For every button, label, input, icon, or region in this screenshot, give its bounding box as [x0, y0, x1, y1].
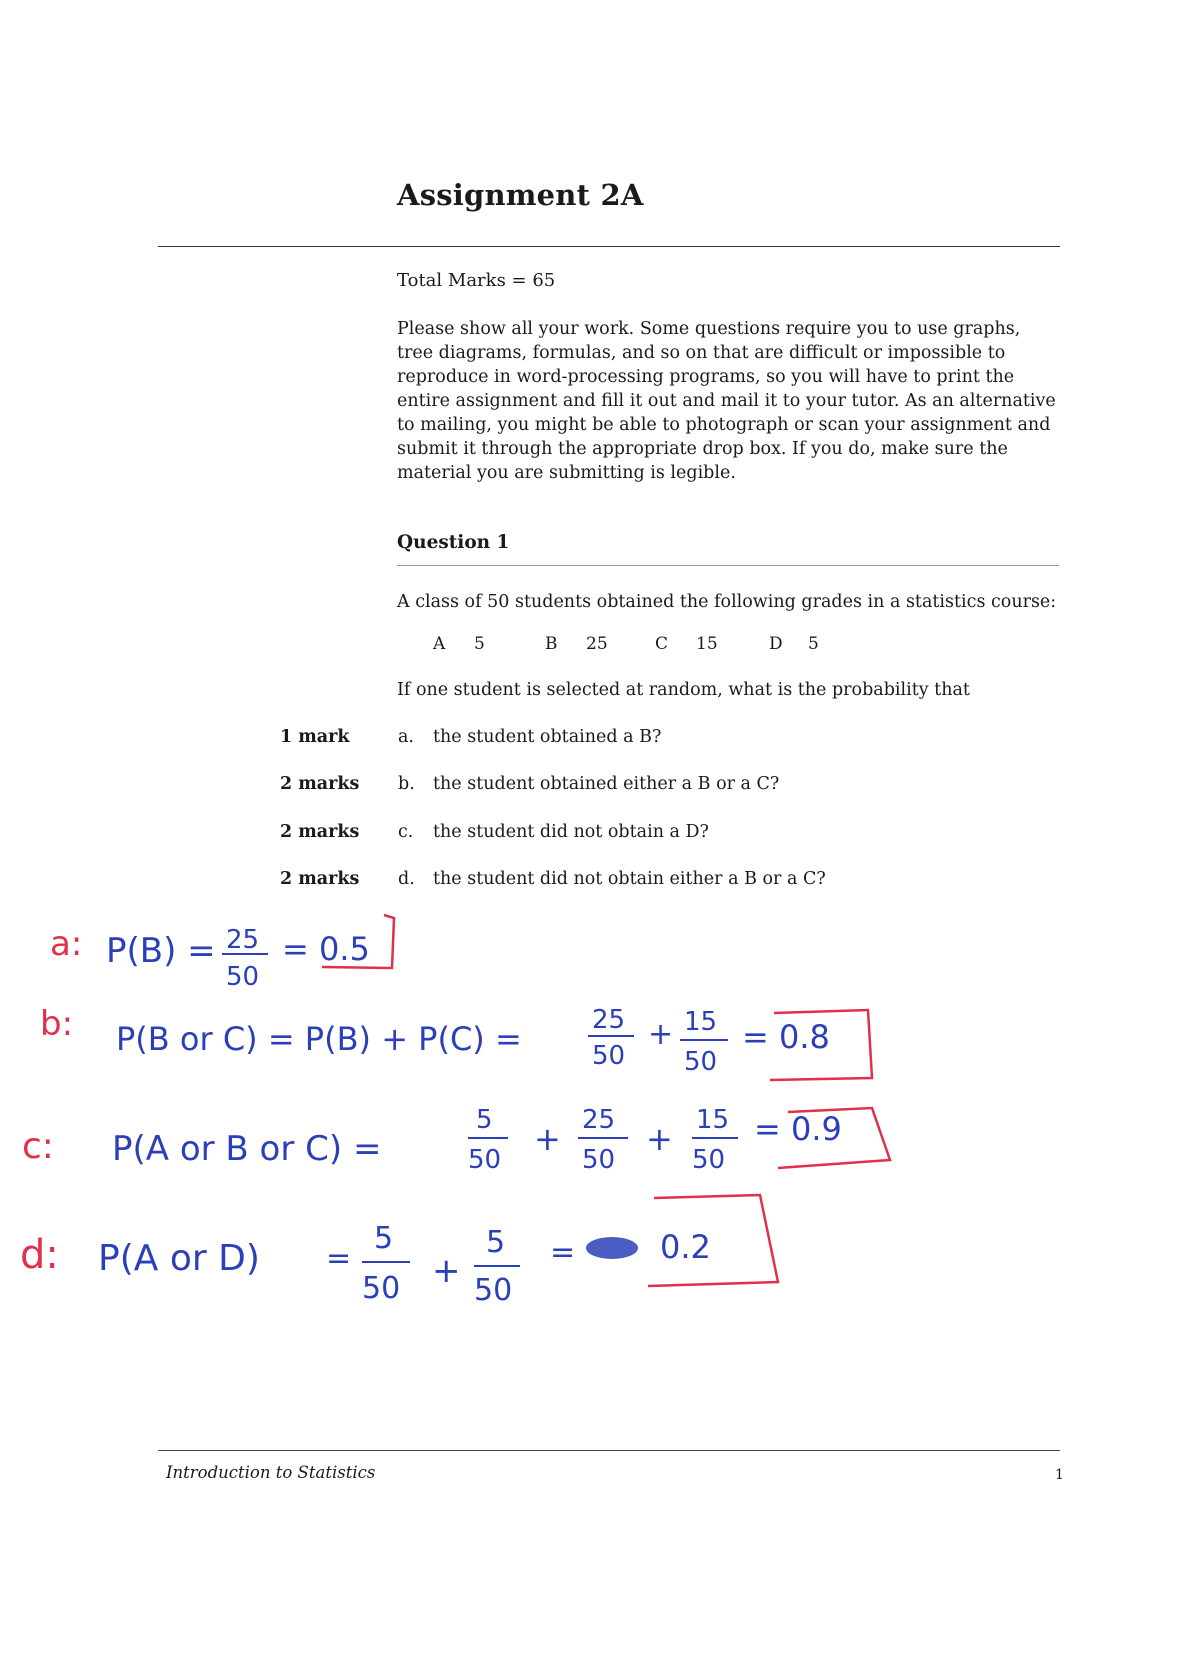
handwritten-answer-d — [20, 1195, 778, 1308]
handwritten-answer-a — [50, 915, 394, 992]
fraction-denominator: 50 — [362, 1271, 401, 1306]
answer-expression: P(B or C) = P(B) + P(C) = — [116, 1020, 522, 1058]
part-text: the student obtained a B? — [433, 727, 662, 747]
part-text: the student did not obtain either a B or a C? — [433, 869, 826, 889]
grade-count: 25 — [586, 634, 608, 654]
grade-letter: C — [655, 634, 669, 654]
question-prompt: If one student is selected at random, what is the probability that — [397, 680, 970, 700]
answer-result: = 0.8 — [742, 1018, 830, 1056]
grade-letter: A — [433, 634, 446, 654]
fraction-numerator: 5 — [486, 1225, 506, 1260]
grade-count: 5 — [808, 634, 819, 654]
plus-sign: + — [432, 1251, 461, 1291]
part-text: the student obtained either a B or a C? — [433, 774, 780, 794]
grade-count: 5 — [474, 634, 485, 654]
handwritten-answer-c — [22, 1105, 890, 1175]
answer-result: 0.2 — [660, 1228, 711, 1266]
part-text: the student did not obtain a D? — [433, 822, 709, 842]
marks-label: 1 mark — [280, 727, 350, 747]
fraction-numerator: 15 — [696, 1105, 730, 1135]
instructions-paragraph: Please show all your work. Some questions require you to use graphs, tree diagrams, formulas, and so on that are difficult or impossible to reproduce in word-processing programs, so you will have to print the entire assignment and fill it out and mail it to your tutor. As an alternative to mailing, you might be able to photograph or scan your assignment and submit it through the appropriate drop box. If you do, make sure the material you are submitting is legible. — [397, 319, 1056, 483]
question-intro: A class of 50 students obtained the following grades in a statistics course: — [397, 592, 1057, 612]
fraction-numerator: 5 — [374, 1221, 394, 1256]
fraction-numerator: 15 — [684, 1007, 718, 1037]
fraction-denominator: 50 — [582, 1145, 616, 1175]
fraction-denominator: 50 — [468, 1145, 502, 1175]
answer-result: = 0.9 — [754, 1110, 842, 1148]
fraction-denominator: 50 — [592, 1041, 626, 1071]
marks-label: 2 marks — [280, 822, 360, 842]
scribble-icon — [586, 1237, 638, 1259]
answer-result: = 0.5 — [282, 930, 370, 968]
fraction-numerator: 25 — [226, 925, 260, 955]
equals-sign: = — [326, 1241, 352, 1276]
plus-sign: + — [648, 1017, 674, 1052]
part-letter: c. — [398, 822, 414, 842]
part-letter: b. — [398, 774, 415, 794]
page-number: 1 — [1055, 1467, 1064, 1483]
total-marks: Total Marks = 65 — [397, 270, 556, 291]
equals-sign: = — [550, 1235, 576, 1270]
answer-expression: P(B) = — [106, 931, 216, 971]
part-letter: a. — [398, 727, 414, 747]
fraction-denominator: 50 — [226, 962, 260, 992]
fraction-numerator: 25 — [582, 1105, 616, 1135]
answer-label: a: — [50, 924, 83, 964]
question-heading: Question 1 — [397, 532, 510, 553]
footer-divider — [158, 1450, 1060, 1451]
fraction-denominator: 50 — [684, 1047, 718, 1077]
part-letter: d. — [398, 869, 415, 889]
grade-count: 15 — [696, 634, 718, 654]
answer-expression: P(A or D) — [98, 1238, 260, 1279]
plus-sign: + — [646, 1120, 673, 1158]
handwritten-answer-b — [40, 1004, 872, 1080]
answer-label: b: — [40, 1004, 74, 1044]
marks-label: 2 marks — [280, 869, 360, 889]
answer-label: c: — [22, 1126, 54, 1167]
fraction-denominator: 50 — [692, 1145, 726, 1175]
plus-sign: + — [534, 1120, 561, 1158]
fraction-denominator: 50 — [474, 1273, 513, 1308]
fraction-numerator: 25 — [592, 1005, 626, 1035]
fraction-numerator: 5 — [476, 1105, 493, 1135]
footer-course-title: Introduction to Statistics — [166, 1463, 376, 1482]
grade-letter: B — [545, 634, 558, 654]
answer-label: d: — [20, 1232, 59, 1278]
answer-expression: P(A or B or C) = — [112, 1129, 382, 1169]
grade-letter: D — [769, 634, 783, 654]
page-title: Assignment 2A — [397, 178, 644, 212]
marks-label: 2 marks — [280, 774, 360, 794]
